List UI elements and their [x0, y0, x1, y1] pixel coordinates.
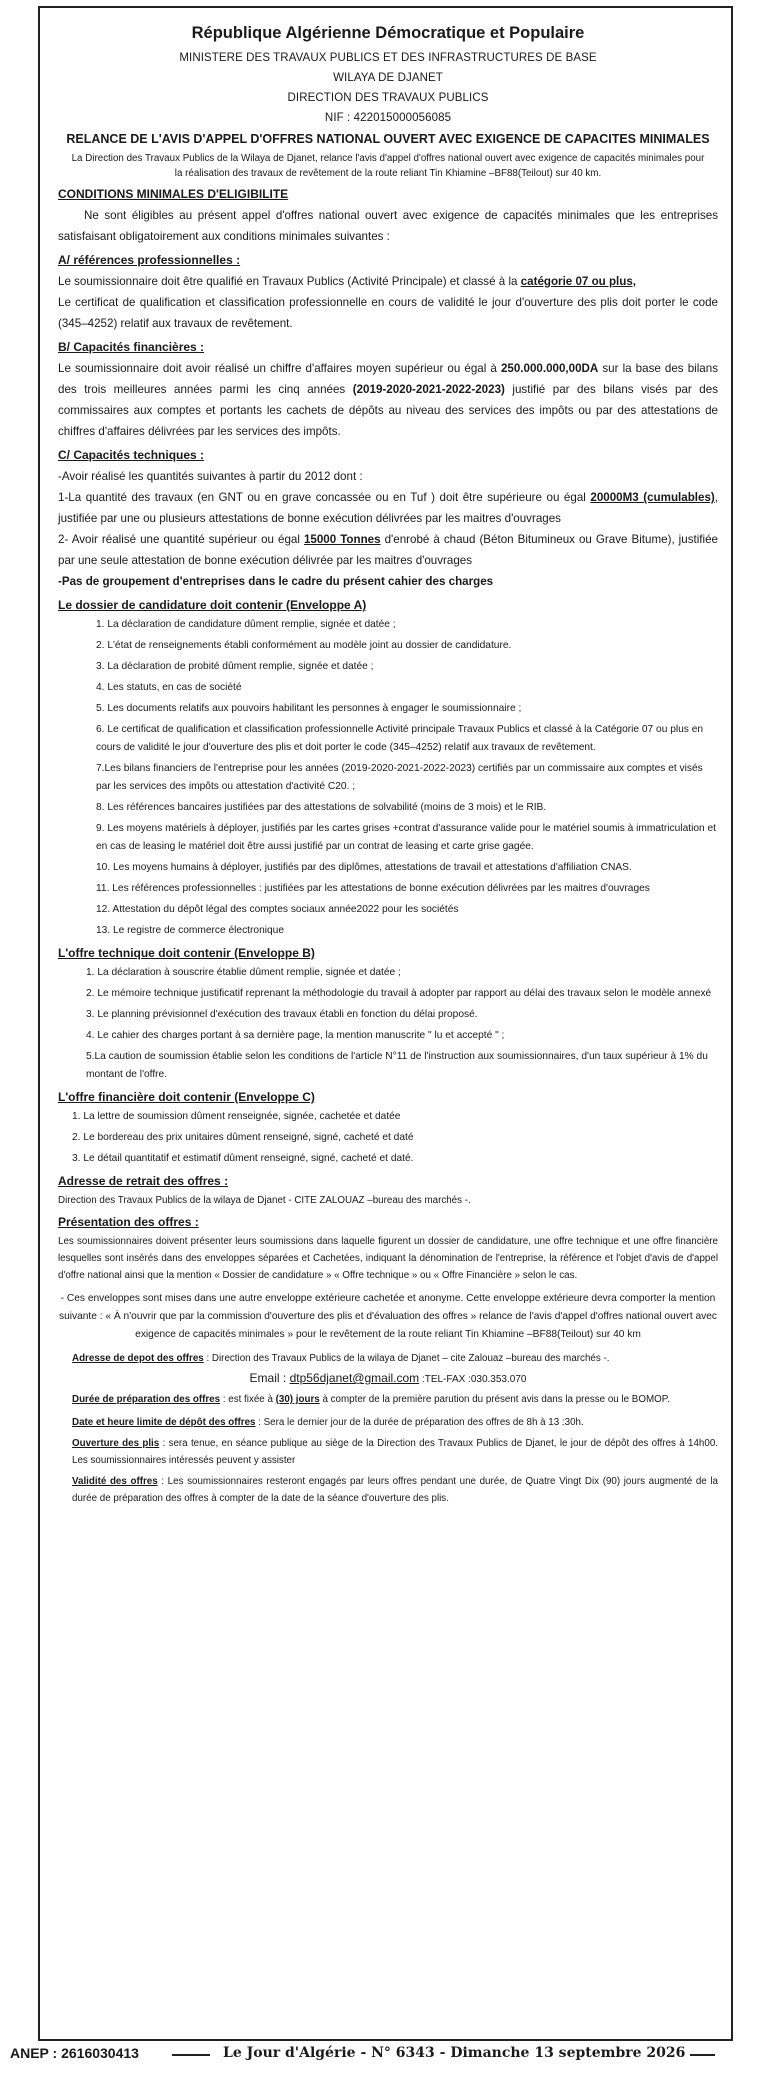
turnover-years: (2019-2020-2021-2022-2023)	[352, 383, 505, 396]
tender-notice	[58, 24, 718, 1507]
list-item: 6. Le certificat de qualification et classification professionnelle Activité principale Travaux Publics et classé à la Catégorie 07 ou plus en cours de validité le jour d'ouverture des plis et doit porter le code (345–4252) relatif aux travaux de revêtement.	[96, 724, 704, 753]
section-c-p0: -Avoir réalisé les quantités suivantes à partir du 2012 dont :	[58, 470, 363, 483]
list-item: 2. Le mémoire technique justificatif reprenant la méthodologie du travail à adopter par rapport au délai des travaux selon le modèle annexé	[86, 988, 712, 999]
eligibility-heading: CONDITIONS MINIMALES D'ELIGIBILITE	[58, 187, 289, 201]
list-item: 3. La déclaration de probité dûment remplie, signée et datée ;	[96, 661, 374, 672]
footer-rule	[690, 2054, 715, 2056]
list-item: 3. Le détail quantitatif et estimatif dûment renseigné, signé, cacheté et daté.	[72, 1153, 414, 1164]
section-c-p1-text: 1-La quantité des travaux (en GNT ou en grave concassée ou en Tuf ) doit être supérieure ou égal	[58, 491, 591, 504]
email-link[interactable]: dtp56djanet@gmail.com	[289, 1371, 420, 1385]
wilaya-name: WILAYA DE DJANET	[333, 72, 443, 84]
republic-title: République Algérienne Démocratique et Populaire	[191, 24, 585, 42]
financiere-list	[58, 1108, 718, 1168]
ministry-name: MINISTERE DES TRAVAUX PUBLICS ET DES INFRASTRUCTURES DE BASE	[179, 52, 597, 64]
nif-number: NIF : 422015000056085	[324, 112, 452, 124]
list-item: 2. Le bordereau des prix unitaires dûment renseigné, signé, cacheté et daté	[72, 1132, 414, 1143]
list-item: 11. Les références professionnelles : justifiées par les attestations de bonne exécution délivrées par les maitres d'ouvrages	[96, 883, 650, 894]
section-c-p3: -Pas de groupement d'entreprises dans le cadre du présent cahier des charges	[58, 575, 494, 588]
notice-title: RELANCE DE L'AVIS D'APPEL D'OFFRES NATIONAL OUVERT AVEC EXIGENCE DE CAPACITES MINIMALES	[66, 132, 710, 146]
section-c-heading: C/ Capacités techniques :	[58, 448, 205, 462]
presentation-heading: Présentation des offres :	[58, 1215, 199, 1229]
list-item: 7.Les bilans financiers de l'entreprise pour les années (2019-2020-2021-2022-2023) certifiés par un commissaire aux comptes et visés par les services des impôts ou attestation d'activité C20. ;	[96, 763, 703, 792]
turnover-amount: 250.000.000,00DA	[500, 362, 599, 375]
eligibility-text: Ne sont éligibles au présent appel d'offres national ouvert avec exigence de capacités minimales que les entreprises satisfaisant obligatoirement aux conditions minimales suivantes :	[58, 209, 718, 243]
section-c-p1	[58, 487, 718, 529]
list-item: 1. La lettre de soumission dûment renseignée, signée, cachetée et datée	[72, 1111, 401, 1122]
gnt-quantity: 20000M3 (cumulables)	[590, 491, 715, 504]
list-item: 2. L'état de renseignements établi conformément au modèle joint au dossier de candidature.	[96, 640, 512, 651]
publication-line: Le Jour d'Algérie - N° 6343 - Dimanche 13 septembre 2026	[223, 2045, 686, 2061]
list-item: 3. Le planning prévisionnel d'exécution des travaux établi en fonction du délai proposé.	[86, 1009, 478, 1020]
section-a-p1	[58, 271, 718, 292]
list-item: 10. Les moyens humains à déployer, justifiés par des diplômes, attestations de travail et attestations d'affiliation CNAS.	[96, 862, 632, 873]
ouverture-line	[58, 1435, 718, 1469]
enrobe-quantity: 15000 Tonnes	[303, 533, 381, 546]
list-item: 5.La caution de soumission établie selon les conditions de l'article N°11 de l'instruction aux soumissionnaires, d'un taux supérieur à 1% du montant de l'offre.	[86, 1051, 708, 1080]
list-item: 4. Les statuts, en cas de société	[96, 682, 242, 693]
list-item: 8. Les références bancaires justifiées par des attestations de solvabilité (moins de 3 mois) et le RIB.	[96, 802, 547, 813]
duree-line	[58, 1391, 718, 1408]
technique-heading: L'offre technique doit contenir (Enveloppe B)	[58, 946, 315, 960]
validite-line	[58, 1473, 718, 1507]
email-label: Email :	[249, 1371, 290, 1385]
section-a-heading: A/ références professionnelles :	[58, 253, 241, 267]
list-item: 12. Attestation du dépôt légal des comptes sociaux année2022 pour les sociétés	[96, 904, 459, 915]
list-item: 13. Le registre de commerce électronique	[96, 925, 285, 936]
section-c-p1-post: , justifiée par une ou plusieurs attestations de bonne exécution délivrées par les maitres d'ouvrages	[58, 491, 718, 525]
retrait-heading: Adresse de retrait des offres :	[58, 1174, 229, 1188]
validite-label: Validité des offres	[72, 1476, 158, 1487]
depot-line	[58, 1350, 718, 1367]
notice-intro: La Direction des Travaux Publics de la Wilaya de Djanet, relance l'avis d'appel d'offres national ouvert avec exigence de capacités minimales pour la réalisation des travaux de revêtement de la route reliant Tin Khiamine –BF88(Teilout) sur 40 km.	[71, 153, 705, 179]
duree-label: Durée de préparation des offres	[72, 1394, 221, 1405]
contact-line	[58, 1371, 718, 1385]
ouverture-text: : sera tenue, en séance publique au siège de la Direction des Travaux Publics de Djanet, le jour de dépôt des offres à 14h00. Les soumissionnaires intéressés peuvent y assister	[72, 1438, 718, 1466]
section-b-p1	[58, 358, 718, 442]
list-item: 4. Le cahier des charges portant à sa dernière page, la mention manuscrite " lu et accepté " ;	[86, 1030, 505, 1041]
duree-pre: : est fixée à	[220, 1394, 276, 1405]
direction-name: DIRECTION DES TRAVAUX PUBLICS	[287, 92, 489, 104]
section-b-heading: B/ Capacités financières :	[58, 340, 205, 354]
category-requirement: catégorie 07 ou plus,	[520, 275, 637, 288]
presentation-p2: - Ces enveloppes sont mises dans une autre enveloppe extérieure cachetée et anonyme. Cette enveloppe extérieure devra comporter la mention suivante : « À n'ouvrir que par la commission d'ouverture des plis et d'évaluation des offres » relance de l'avis d'appel d'offres national ouvert avec exigence de capacités minimales » pour le revêtement de la route reliant Tin Khiamine –BF88(Teilout) sur 40 km	[58, 1293, 717, 1340]
section-c-p2-text: 2- Avoir réalisé une quantité supérieur ou égal	[58, 533, 304, 546]
financiere-heading: L'offre financière doit contenir (Enveloppe C)	[58, 1090, 315, 1104]
section-b-text-1: Le soumissionnaire doit avoir réalisé un chiffre d'affaires moyen supérieur ou égal à	[58, 362, 501, 375]
section-a-p1-text: Le soumissionnaire doit être qualifié en Travaux Publics (Activité Principale) et classé à la	[58, 275, 521, 288]
section-b-text-2: sur la base des bilans des trois meilleures années parmi les cinq années	[58, 362, 718, 396]
anep-number: ANEP : 2616030413	[10, 2045, 139, 2061]
tel-fax: :TEL-FAX :030.353.070	[419, 1374, 527, 1385]
section-b-text-3: justifié par des bilans visés par des commissaires aux comptes et portants les cachets de dépôts au niveau des services des impôts ou par des attestations de chiffres d'affaires délivrées par les services des impôts.	[58, 383, 718, 438]
duree-days: (30) jours	[275, 1394, 320, 1405]
newspaper-footer	[0, 2035, 777, 2075]
section-c-p2-post: d'enrobé à chaud (Béton Bitumineux ou Grave Bitume), justifiée par une seule attestation de bonne exécution délivrée par les maitres d'ouvrages	[58, 533, 718, 567]
dossier-list	[58, 616, 718, 940]
dossier-heading: Le dossier de candidature doit contenir (Enveloppe A)	[58, 598, 367, 612]
list-item: 5. Les documents relatifs aux pouvoirs habilitant les personnes à engager le soumissionnaire ;	[96, 703, 522, 714]
date-limite-line	[58, 1414, 718, 1431]
depot-label: Adresse de depot des offres	[72, 1353, 204, 1364]
list-item: 1. La déclaration de candidature dûment remplie, signée et datée ;	[96, 619, 396, 630]
presentation-p1: Les soumissionnaires doivent présenter leurs soumissions dans laquelle figurent un dossier de candidature, une offre technique et une offre financière lesquelles sont insérés dans des enveloppes séparées et Cachetées, indiquant la dénomination de l'entreprise, la référence et l'objet d'avis de d'appel d'offre national ainsi que la mention « Dossier de candidature » « Offre technique » ou « Offre Financière » selon le cas.	[58, 1236, 718, 1281]
ouverture-label: Ouverture des plis	[72, 1438, 160, 1449]
retrait-text: Direction des Travaux Publics de la wilaya de Djanet - CITE ZALOUAZ –bureau des marchés -.	[58, 1195, 471, 1206]
section-a-p2: Le certificat de qualification et classification professionnelle en cours de validité le jour d'ouverture des plis doit porter le code (345–4252) relatif aux travaux de revêtement.	[58, 296, 718, 330]
depot-text: : Direction des Travaux Publics de la wilaya de Djanet – cite Zalouaz –bureau des marchés -.	[203, 1353, 610, 1364]
section-c-p2	[58, 529, 718, 571]
footer-rule	[172, 2054, 210, 2056]
list-item: 9. Les moyens matériels à déployer, justifiés par les cartes grises +contrat d'assurance valide pour le matériel soumis à immatriculation et en cas de leasing le matériel doit être aussi justifié par un contrat de leasing et carte grise gagée.	[96, 823, 716, 852]
list-item: 1. La déclaration à souscrire établie dûment remplie, signée et datée ;	[86, 967, 401, 978]
validite-text: : Les soumissionnaires resteront engagés par leurs offres pendant une durée, de Quatre Vingt Dix (90) jours augmenté de la durée de préparation des offres à compter de la date de la séance d'ouverture des plis.	[72, 1476, 718, 1504]
date-limite-text: : Sera le dernier jour de la durée de préparation des offres de 8h à 13 :30h.	[255, 1417, 584, 1428]
technique-list	[58, 964, 718, 1084]
duree-post: à compter de la première parution du présent avis dans la presse ou le BOMOP.	[319, 1394, 670, 1405]
date-limite-label: Date et heure limite de dépôt des offres	[72, 1417, 256, 1428]
